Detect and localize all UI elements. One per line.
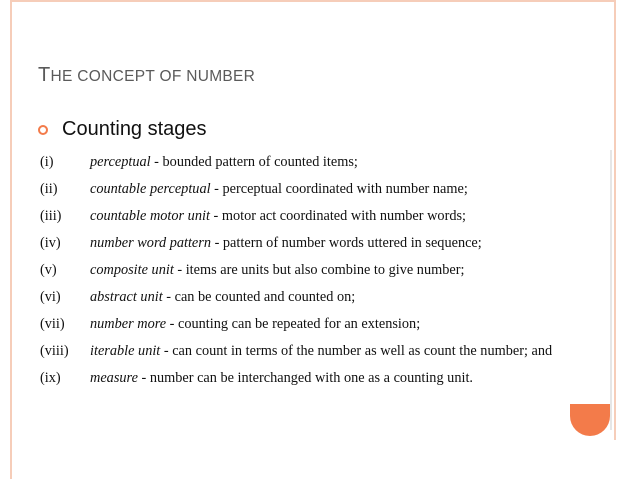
stage-text: - bounded pattern of counted items; — [150, 154, 358, 170]
stage-term: number more — [90, 316, 167, 332]
stage-description — [90, 316, 420, 333]
stage-text: - items are units but also combine to give number; — [173, 262, 465, 278]
stage-description — [90, 235, 482, 252]
stage-number: (ii) — [40, 181, 58, 197]
stage-description — [90, 343, 552, 360]
stage-term: composite unit — [90, 262, 174, 278]
stage-term: perceptual — [90, 154, 151, 170]
stage-term: abstract unit — [90, 289, 163, 305]
stage-term: measure — [90, 370, 138, 386]
stage-number: (vi) — [40, 289, 61, 305]
right-border — [614, 0, 616, 440]
stage-text: - motor act coordinated with number words; — [209, 208, 467, 224]
stage-text: - number can be interchanged with one as a counting unit. — [137, 370, 473, 386]
stage-number: (iii) — [40, 208, 62, 224]
top-border — [10, 0, 616, 2]
slide-title — [38, 64, 255, 87]
stage-term: number word pattern — [90, 235, 211, 251]
stage-text: - perceptual coordinated with number name; — [210, 181, 468, 197]
stage-number: (ix) — [40, 370, 61, 386]
stage-description — [90, 181, 468, 198]
stage-number: (viii) — [40, 343, 69, 359]
stage-description — [90, 370, 473, 387]
stage-number: (v) — [40, 262, 57, 278]
title-initial: T — [38, 64, 51, 86]
stage-description — [90, 262, 464, 279]
stage-description — [90, 154, 358, 171]
stage-term: countable motor unit — [90, 208, 210, 224]
stage-term: iterable unit — [90, 343, 161, 359]
stage-number: (iv) — [40, 235, 61, 251]
stage-text: - can count in terms of the number as well as count the number; and — [160, 343, 553, 359]
stage-number: (vii) — [40, 316, 65, 332]
stage-term: countable perceptual — [90, 181, 211, 197]
stage-description — [90, 208, 466, 225]
left-border — [10, 0, 12, 479]
stage-number: (i) — [40, 154, 54, 170]
stage-description — [90, 289, 355, 306]
title-rest: HE CONCEPT OF NUMBER — [50, 68, 256, 85]
stage-text: - can be counted and counted on; — [162, 289, 356, 305]
stage-text: - counting can be repeated for an extension; — [166, 316, 421, 332]
circle-bullet-icon — [38, 125, 48, 135]
bullet-text: Counting stages — [62, 118, 207, 140]
stage-text: - pattern of number words uttered in sequence; — [211, 235, 482, 251]
bullet-item — [38, 118, 207, 141]
